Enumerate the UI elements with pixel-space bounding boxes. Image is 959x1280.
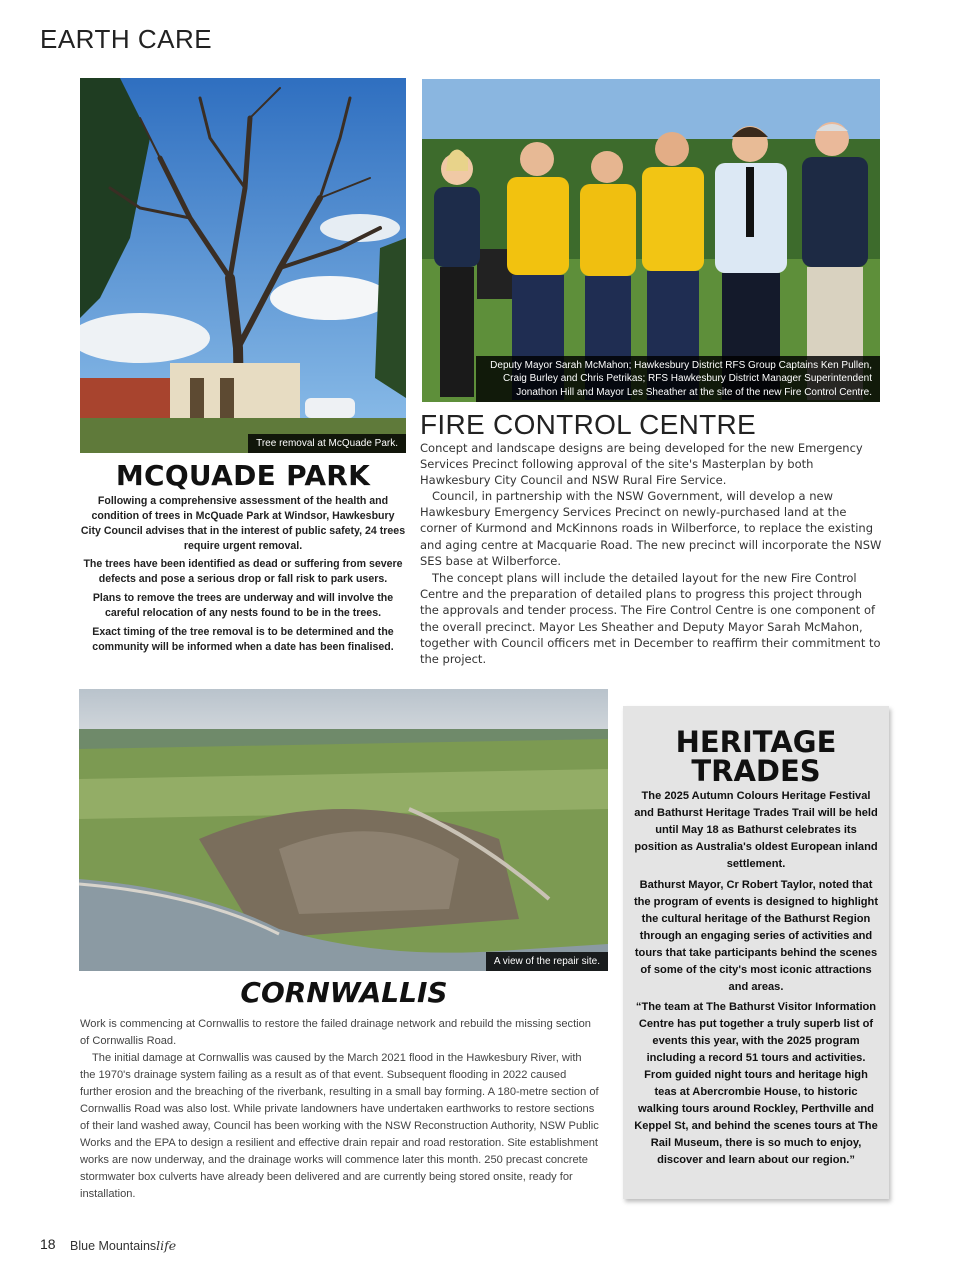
cornwallis-photo [79, 689, 608, 971]
mcquade-paragraph-2: The trees have been identified as dead or suffering from severe defects and pose a serious drop or fall risk to park users. [83, 558, 403, 585]
mcquade-photo-caption: Tree removal at McQuade Park. [248, 434, 406, 454]
fire-control-heading: FIRE CONTROL CENTRE [420, 409, 757, 440]
magazine-name-italic: life [156, 1238, 177, 1253]
page-number: 18 [40, 1236, 56, 1252]
group-photo-illustration [422, 79, 880, 402]
magazine-name-text: Blue Mountains [70, 1239, 157, 1253]
mcquade-park-heading: MCQUADE PARK [115, 459, 371, 492]
aerial-photo-illustration [79, 689, 608, 971]
fire-photo-caption: Deputy Mayor Sarah McMahon; Hawkesbury District RFS Group Captains Ken Pullen, Craig Burley and Chris Petrikas; RFS Hawkesbury District Manager Superintendent Jonathon Hill and Mayor Les Sheather at the site of the new Fire Control Centre. [476, 356, 880, 403]
cornwallis-heading: CORNWALLIS [240, 976, 448, 1009]
tree-photo-illustration [80, 78, 406, 453]
cornwallis-paragraph-2: The initial damage at Cornwallis was caused by the March 2021 flood in the Hawkesbury River, with the 1970's drainage system failing as a result as of that event. Subsequent flooding in 2022 caused further erosion and the breaching of the riverbank, resulting in a small bay forming. A 180-metre section of Cornwallis Road was also lost. While private landowners have undertaken earthworks to restore sections of their land washed away, Council has been working with the NSW Reconstruction Authority, NSW Public Works and the EPA to design a resilient and effective drain repair and road restoration. Site establishment works are now underway, and the drainage works will commence later this month. 250 precast concrete stormwater box culverts have already been delivered and are currently being stored onsite, ready for installation. [80, 1052, 599, 1200]
mcquade-paragraph-3: Plans to remove the trees are underway and will involve the careful relocation of any nests found to be in the trees. [92, 592, 394, 619]
heritage-heading-line-2: TRADES [691, 754, 821, 788]
section-label: EARTH CARE [40, 24, 213, 54]
heritage-heading-line-1: HERITAGE [675, 725, 837, 759]
cornwallis-photo-caption: A view of the repair site. [486, 952, 608, 972]
mcquade-paragraph-4: Exact timing of the tree removal is to be determined and the community will be informed when a date has been finalised. [92, 626, 394, 653]
fire-paragraph-3: The concept plans will include the detailed layout for the new Fire Control Centre and the preparation of detailed plans to progress this project through the approvals and tender process. The Fire Control Centre is one component of the overall precinct. Mayor Les Sheather and Deputy Mayor Sarah McMahon, together with Council officers met in December to reaffirm their commitment to the project. [420, 571, 881, 667]
magazine-name [70, 1238, 176, 1253]
fire-paragraph-2: Council, in partnership with the NSW Government, will develop a new Hawkesbury Emergency Services Precinct on newly-purchased land at the corner of Kurmond and McKinnons roads in Wilberforce, to replace the existing and aging centre at Macquarie Road. The new precinct will incorporate the NSW SES base at Wilberforce. [420, 489, 882, 568]
mcquade-paragraph-1: Following a comprehensive assessment of the health and condition of trees in McQuade Park at Windsor, Hawkesbury City Council advises that in the interest of public safety, 24 trees require urgent removal. [80, 495, 406, 552]
heritage-paragraph-1: The 2025 Autumn Colours Heritage Festival and Bathurst Heritage Trades Trail will be held until May 18 as Bathurst celebrates its position as Australia's oldest European inland settlement. [634, 790, 878, 870]
cornwallis-paragraph-1: Work is commencing at Cornwallis to restore the failed drainage network and rebuild the missing section of Cornwallis Road. [80, 1018, 591, 1047]
heritage-trades-heading [623, 725, 889, 788]
heritage-paragraph-2: Bathurst Mayor, Cr Robert Taylor, noted that the program of events is designed to highlight the cultural heritage of the Bathurst Region through an engaging series of activities and tours that take participants behind the scenes of some of the city's most iconic attractions and areas. [633, 879, 879, 993]
fire-paragraph-1: Concept and landscape designs are being developed for the new Emergency Services Precinct following approval of the site's Masterplan by both Hawkesbury City Council and NSW Rural Fire Service. [420, 441, 863, 488]
heritage-trades-box [623, 706, 889, 1199]
heritage-paragraph-3: “The team at The Bathurst Visitor Information Centre has put together a truly superb list of events this year, with the 2025 program including a record 51 tours and activities. From guided night tours and heritage high teas at Abercrombie House, to historic walking tours around Rockley, Perthville and Keppel St, and behind the scenes tours at The Rail Museum, there is so much to enjoy, discover and learn about our region.” [634, 1001, 878, 1166]
mcquade-park-photo [80, 78, 406, 453]
fire-control-photo [422, 79, 880, 402]
